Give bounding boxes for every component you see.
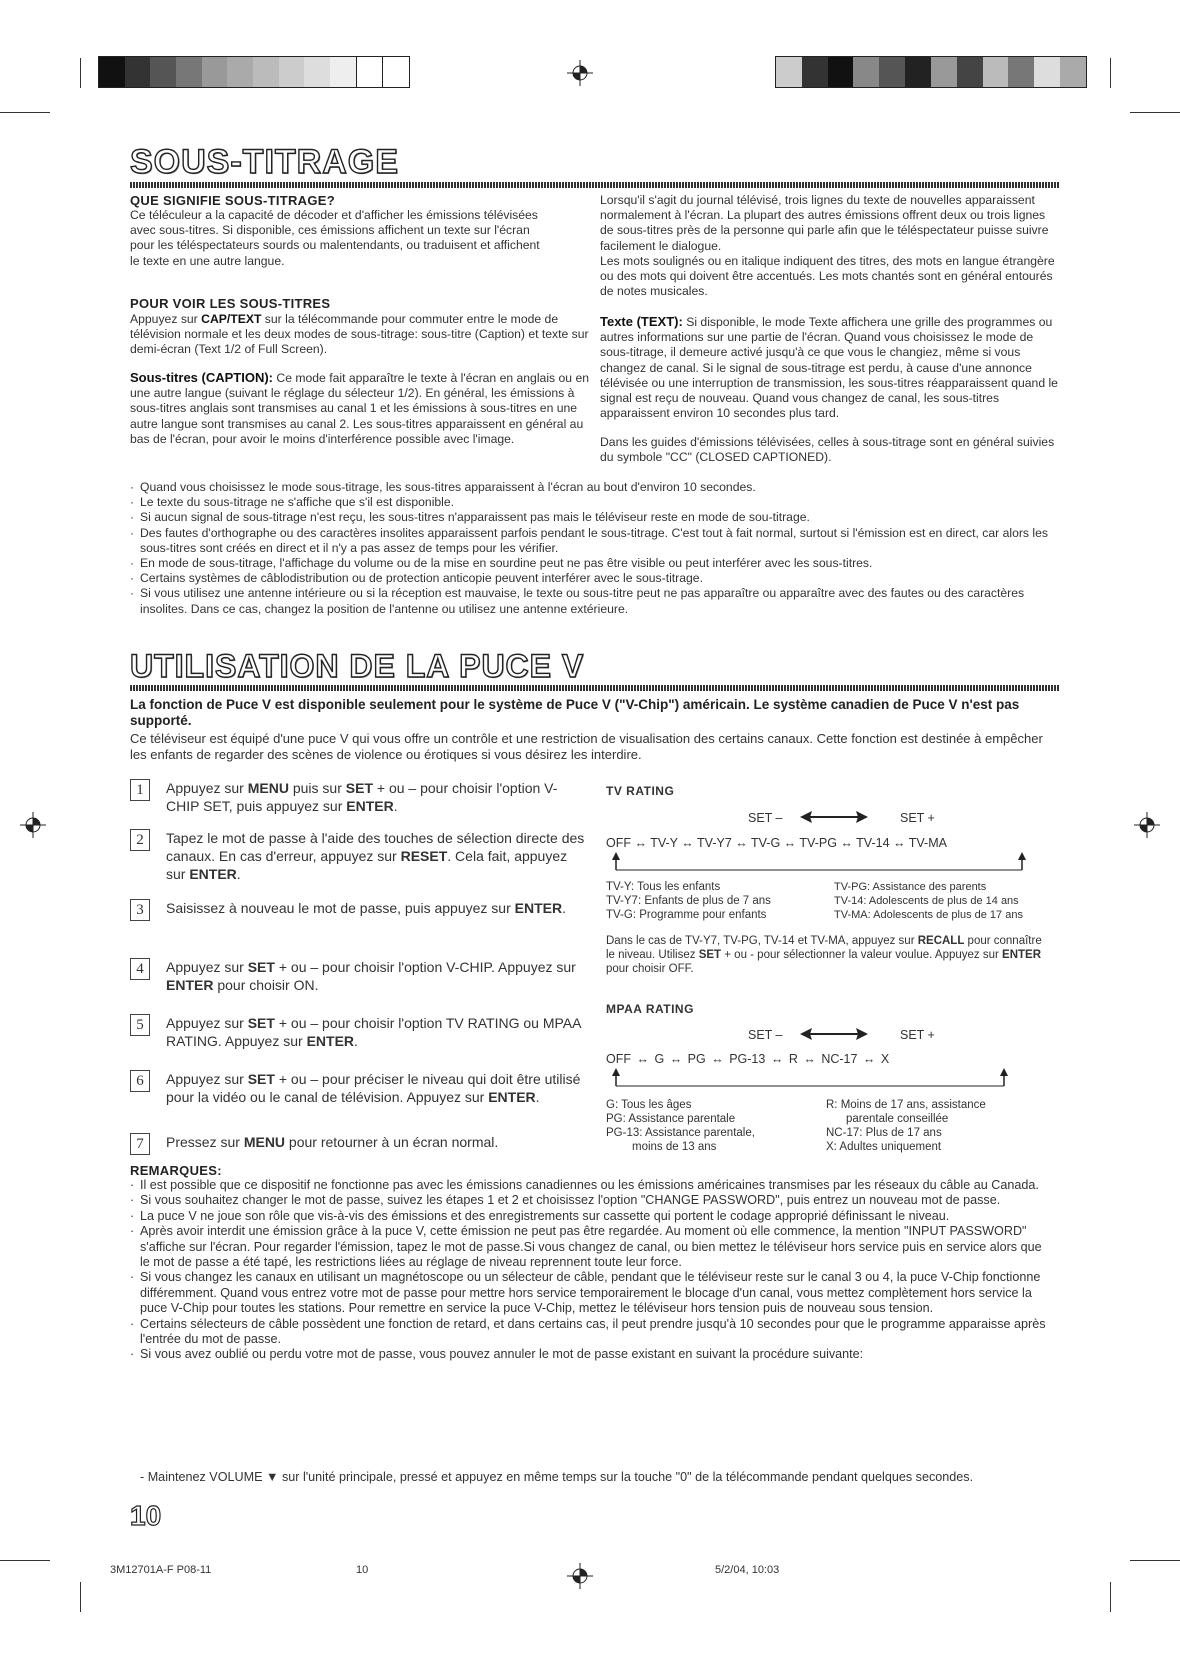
- registration-mark-icon: [20, 812, 46, 838]
- rating-tv-pg: TV-PG: [799, 836, 837, 850]
- list-item: · Si aucun signal de sous-titrage n'est reçu, les sous-titres n'apparaissent pas mais le téléviseur reste en mode de sou-titrage.: [130, 510, 1060, 525]
- tv-rating-title: TV RATING: [606, 784, 675, 798]
- step-text: Appuyez sur SET + ou – pour choisir l'option V-CHIP. Appuyez sur ENTER pour choisir ON.: [166, 959, 576, 993]
- rating-x: X: [880, 1052, 890, 1066]
- rating-tv-g: TV-G: [751, 836, 781, 850]
- paragraph-news: Lorsqu'il s'agit du journal télévisé, trois lignes du texte de nouvelles apparaissent normalement à l'écran. La plupart des autres émissions offrent deux ou trois lignes de sous-titres près de la personne qui parle afin que le téléspectateur puisse suivre facilement le dialogue.: [600, 193, 1049, 253]
- loop-arrow-icon: [612, 852, 1032, 872]
- crop-mark: [80, 1582, 81, 1612]
- footer-date: 5/2/04, 10:03: [715, 1564, 780, 1576]
- crop-mark: [0, 1560, 50, 1561]
- registration-mark-icon: [567, 60, 593, 86]
- mpaa-legend-right: R: Moins de 17 ans, assistance parentale conseillée NC-17: Plus de 17 ans X: Adultes uniquement: [826, 1099, 986, 1153]
- double-arrow-icon: [800, 810, 868, 824]
- paragraph-what: Ce téléculeur a la capacité de décoder et d'afficher les émissions télévisées avec sous-titres. Si disponible, ces émissions affichent un texte sur l'écran pour les téléspectateurs sourds ou malentendants, ou traduisent et affichent le texte en une autre langue.: [130, 208, 540, 268]
- paragraph-caption: Sous-titres (CAPTION): Ce mode fait apparaître le texte à l'écran en anglais ou en une autre langue (suivant le réglage du sélecteur 1/2). En général, les émissions à sous-titres anglais sont transmises au canal 1 et les émissions à sous-titres en une autre langue sont transmises au canal 2. Les sous-titres apparaissent en général au bas de l'écran, pour avoir le moins d'interférence possible avec l'image.: [130, 370, 590, 446]
- remarks-list: [130, 1178, 1050, 1363]
- puce-v-lead: La fonction de Puce V est disponible seulement pour le système de Puce V ("V-Chip") américain. Le système canadien de Puce V n'est pas supporté.: [130, 697, 1020, 728]
- page-number: 10: [130, 1500, 162, 1531]
- mpaa-rating-chain: OFF ↔ G ↔ PG ↔ PG-13 ↔ R ↔ NC-17 ↔ X: [606, 1052, 890, 1066]
- list-item: · Après avoir interdit une émission grâce à la puce V, cette émission ne peut pas être regardée. Au moment où elle commence, la mention "INPUT PASSWORD" s'affiche sur l'écran. Pour regarder l'émission, tapez le mot de passe.Si vous changez de canal, ou bien mettez le téléviseur hors service puis en service alors que le mot de passe a été tapé, les restrictions liées au réglage de niveau reprennent toute leur force.: [130, 1224, 1050, 1270]
- step-text: Tapez le mot de passe à l'aide des touches de sélection directe des canaux. En cas d'erreur, appuyez sur RESET. Cela fait, appuyez sur ENTER.: [166, 830, 585, 882]
- paragraph-guides: Dans les guides d'émissions télévisées, celles à sous-titrage sont en général suivies du symbole "CC" (CLOSED CAPTIONED).: [600, 435, 1055, 465]
- section-rule: [130, 685, 1060, 691]
- paragraph-underline: Les mots soulignés ou en italique indiquent des titres, des mots en langue étrangère ou des mots qui doivent être accentués. Les mots chantés sont en général entourés de notes musicales.: [600, 254, 1055, 299]
- calibration-bar-right: [775, 56, 1087, 88]
- list-item: · Certains systèmes de câblodistribution ou de protection anticopie peuvent interférer avec le sous-titrage.: [130, 571, 1060, 586]
- step-number: 1: [130, 779, 150, 801]
- crop-mark: [80, 58, 81, 88]
- section-title-sous-titrage: SOUS-TITRAGE: [130, 143, 399, 181]
- list-item: · Certains sélecteurs de câble possèdent une fonction de retard, et dans certains cas, il peut prendre jusqu'à 10 secondes pour que le programme apparaisse après l'entrée du mot de passe.: [130, 1317, 1050, 1348]
- crop-mark: [1130, 112, 1180, 113]
- step-text: Appuyez sur SET + ou – pour préciser le niveau qui doit être utilisé pour la vidéo ou le canal de télévision. Appuyez sur ENTER.: [166, 1071, 581, 1105]
- mpaa-set-minus: SET –: [748, 1028, 783, 1042]
- calibration-bar-left: [98, 56, 410, 88]
- step-text: Appuyez sur SET + ou – pour choisir l'option TV RATING ou MPAA RATING. Appuyez sur ENTER.: [166, 1015, 581, 1049]
- rating-g: G: [654, 1052, 665, 1066]
- step-text: Saisissez à nouveau le mot de passe, puis appuyez sur ENTER.: [166, 900, 566, 916]
- list-item: · Si vous utilisez une antenne intérieure ou si la réception est mauvaise, le texte ou sous-titre peut ne pas apparaître ou apparaître avec des fautes ou des caractères insolites. Dans ce cas, changez la position de l'antenne ou utilisez une antenne extérieure.: [130, 586, 1060, 616]
- sous-titrage-notes: [130, 480, 1060, 617]
- rating-nc-17: NC-17: [821, 1052, 858, 1066]
- rating-tv-y7: TV-Y7: [697, 836, 732, 850]
- tv-recall-note: Dans le cas de TV-Y7, TV-PG, TV-14 et TV-MA, appuyez sur RECALL pour connaître le niveau. Utilisez SET + ou - pour sélectionner la valeur voulue. Appuyez sur ENTER pour choisir OFF.: [606, 935, 1042, 975]
- step-number: 7: [130, 1133, 150, 1155]
- rating-pg-13: PG-13: [729, 1052, 766, 1066]
- rating-r: R: [788, 1052, 798, 1066]
- step-number: 4: [130, 958, 150, 980]
- puce-v-intro: Ce téléviseur est équipé d'une puce V qui vous offre un contrôle et une restriction de visualisation des certains canaux. Cette fonction est destinée à empêcher les enfants de regarder des scènes de violence ou érotiques si vous désirez les interdire.: [130, 731, 1043, 762]
- registration-mark-icon: [567, 1563, 593, 1589]
- section-rule: [130, 182, 1060, 188]
- footer-page: 10: [356, 1564, 369, 1576]
- list-item: · Si vous changez les canaux en utilisant un magnétoscope ou un sélecteur de câble, pendant que le téléviseur reste sur le canal 3 ou 4, la puce V-Chip fonctionne différemment. Quand vous entrez votre mot de passe pour mettre hors service temporairement le blocage d'un canal, vous mettez complètement hors service la puce V-Chip pour toutes les stations. Pour remettre en service la puce V-Chip, mettez le téléviseur hors tension puis de nouveau sous tension.: [130, 1270, 1050, 1316]
- step-number: 2: [130, 829, 150, 851]
- paragraph-text-mode: Texte (TEXT): Si disponible, le mode Texte affichera une grille des programmes ou autres informations sur une partie de l'écran. Quand vous choisissez le mode de sous-titrage, il demeure activé jusqu'à ce que vous le changiez, même si vous changez de canal. Si le signal de sous-titrage est perdu, à cause d'une annonce télévisée ou une interruption de transmission, les sous-titres réapparaissent quand le signal est reçu de nouveau. Quand vous changez de canal, les sous-titres apparaissent environ 10 secondes plus tard.: [600, 314, 1058, 421]
- rating-off: OFF: [606, 836, 631, 850]
- tv-rating-chain: OFF ↔ TV-Y ↔ TV-Y7 ↔ TV-G ↔ TV-PG ↔ TV-14 ↔ TV-MA: [606, 836, 947, 850]
- step-number: 3: [130, 899, 150, 921]
- crop-mark: [1110, 1582, 1111, 1612]
- step-text: Pressez sur MENU pour retourner à un écran normal.: [166, 1134, 499, 1150]
- rating-tv-ma: TV-MA: [908, 836, 947, 850]
- list-item: · Si vous souhaitez changer le mot de passe, suivez les étapes 1 et 2 et choisissez l'option "CHANGE PASSWORD", puis entrez un nouveau mot de passe.: [130, 1193, 1050, 1208]
- crop-mark: [1130, 1560, 1180, 1561]
- remarks-heading: REMARQUES:: [130, 1163, 222, 1178]
- crop-mark: [0, 112, 50, 113]
- list-item: · La puce V ne joue son rôle que vis-à-vis des émissions et des enregistrements sur cassette qui portent le codage approprié définissant le niveau.: [130, 1209, 1050, 1224]
- list-item: · Des fautes d'orthographe ou des caractères insolites apparaissent parfois pendant le sous-titrage. C'est tout à fait normal, surtout si l'émission est en direct, car alors les sous-titres sont créés en direct et il n'y a pas assez de temps pour les vérifier.: [130, 526, 1060, 556]
- tv-legend-right: TV-PG: Assistance des parents TV-14: Adolescents de plus de 14 ans TV-MA: Adolescents de plus de 17 ans: [834, 881, 1023, 921]
- tv-set-plus: SET +: [900, 811, 935, 825]
- rating-tv-y: TV-Y: [650, 836, 678, 850]
- loop-arrow-icon: [612, 1068, 1012, 1088]
- mpaa-set-plus: SET +: [900, 1028, 935, 1042]
- paragraph-see: Appuyez sur CAP/TEXT sur la télécommande pour commuter entre le mode de télévision normale et les deux modes de sous-titrage: sous-titre (Caption) et texte sur demi-écran (Text 1/2 of Full Screen).: [130, 312, 589, 357]
- remarks-sub-step: - Maintenez VOLUME ▼ sur l'unité principale, pressé et appuyez en même temps sur la touche "0" de la télécommande pendant quelques secondes.: [140, 1470, 974, 1484]
- heading-que-signifie: QUE SIGNIFIE SOUS-TITRAGE?: [130, 193, 335, 208]
- list-item: · Le texte du sous-titrage ne s'affiche que s'il est disponible.: [130, 495, 1060, 510]
- tv-set-minus: SET –: [748, 811, 783, 825]
- mpaa-rating-title: MPAA RATING: [606, 1002, 694, 1016]
- section-title-puce-v: UTILISATION DE LA PUCE V: [130, 648, 585, 684]
- rating-tv-14: TV-14: [856, 836, 890, 850]
- heading-pour-voir: POUR VOIR LES SOUS-TITRES: [130, 296, 331, 311]
- double-arrow-icon: [800, 1027, 868, 1041]
- step-number: 6: [130, 1070, 150, 1092]
- mpaa-legend-left: G: Tous les âges PG: Assistance parentale PG-13: Assistance parentale, moins de 13 ans: [606, 1099, 755, 1153]
- list-item: · En mode de sous-titrage, l'affichage du volume ou de la mise en sourdine peut ne pas être visible ou peut interférer avec les sous-titres.: [130, 556, 1060, 571]
- list-item: · Il est possible que ce dispositif ne fonctionne pas avec les émissions canadiennes ou les émissions américaines transmises par les réseaux du câble au Canada.: [130, 1178, 1050, 1193]
- tv-legend-left: TV-Y: Tous les enfants TV-Y7: Enfants de plus de 7 ans TV-G: Programme pour enfants: [606, 881, 771, 921]
- list-item: · Si vous avez oublié ou perdu votre mot de passe, vous pouvez annuler le mot de passe existant en suivant la procédure suivante:: [130, 1347, 1050, 1362]
- rating-pg: PG: [687, 1052, 706, 1066]
- footer-code: 3M12701A-F P08-11: [110, 1564, 212, 1576]
- rating-off: OFF: [606, 1052, 631, 1066]
- registration-mark-icon: [1134, 812, 1160, 838]
- step-number: 5: [130, 1014, 150, 1036]
- step-text: Appuyez sur MENU puis sur SET + ou – pour choisir l'option V-CHIP SET, puis appuyez sur ENTER.: [166, 780, 558, 814]
- list-item: · Quand vous choisissez le mode sous-titrage, les sous-titres apparaissent à l'écran au bout d'environ 10 secondes.: [130, 480, 1060, 495]
- crop-mark: [1110, 58, 1111, 88]
